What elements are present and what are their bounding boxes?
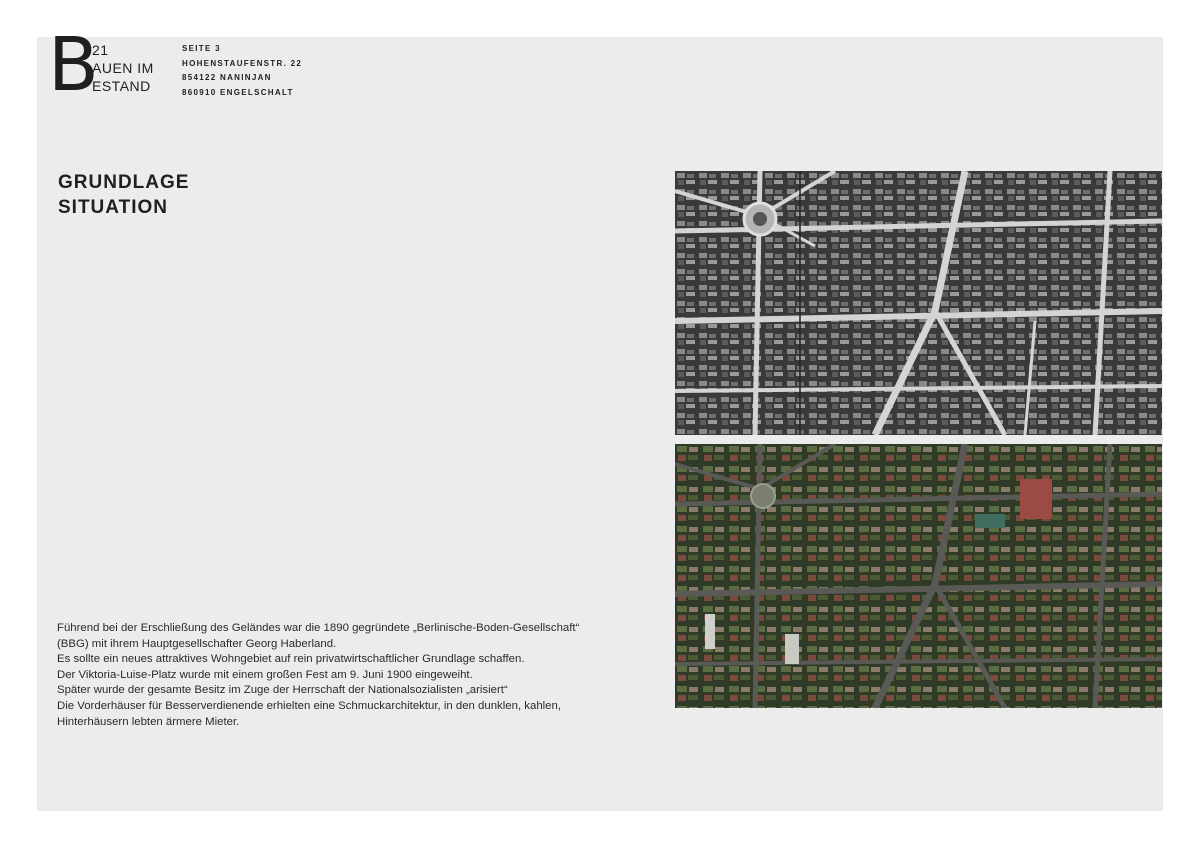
title-line: SITUATION (58, 197, 168, 218)
body-line: Die Vorderhäuser für Besserverdienende erhielten eine Schmuckarchitektur, in den dunklen, kahlen, (57, 699, 562, 712)
page-number: SEITE 3 (182, 44, 221, 53)
body-line: Der Viktoria-Luise-Platz wurde mit einem großen Fest am 9. Juni 1900 eingeweiht. (57, 668, 473, 681)
modern-aerial-photo (675, 444, 1162, 708)
logo-letter: B (48, 22, 97, 108)
logo-line: 21 (92, 42, 109, 58)
title-line: GRUNDLAGE (58, 172, 190, 193)
logo-line: ESTAND (92, 78, 151, 94)
body-line: Hinterhäusern lebten ärmere Mieter. (57, 715, 240, 728)
address-line: HOHENSTAUFENSTR. 22 (182, 58, 303, 68)
body-line: Führend bei der Erschließung des Geländes war die 1890 gegründete „Berlinische-Boden-Gesellschaft“ (57, 622, 580, 634)
address-line: 854122 NANINJAN (182, 73, 272, 82)
logo-text (92, 41, 154, 95)
historic-aerial-photo (675, 171, 1162, 435)
address-line: 860910 ENGELSCHALT (182, 87, 294, 97)
logo-line: AUEN IM (92, 60, 154, 76)
section-title (58, 170, 189, 220)
body-line: Es sollte ein neues attraktives Wohngebiet auf rein privatwirtschaftlicher Grundlage schaffen. (57, 653, 525, 666)
address-block (182, 42, 302, 100)
body-line: (BBG) mit ihrem Hauptgesellschafter Georg Haberland. (57, 637, 337, 650)
body-line: Später wurde der gesamte Besitz im Zuge der Herrschaft der Nationalsozialisten „arisiert“ (57, 684, 508, 697)
body-paragraph (57, 621, 657, 730)
